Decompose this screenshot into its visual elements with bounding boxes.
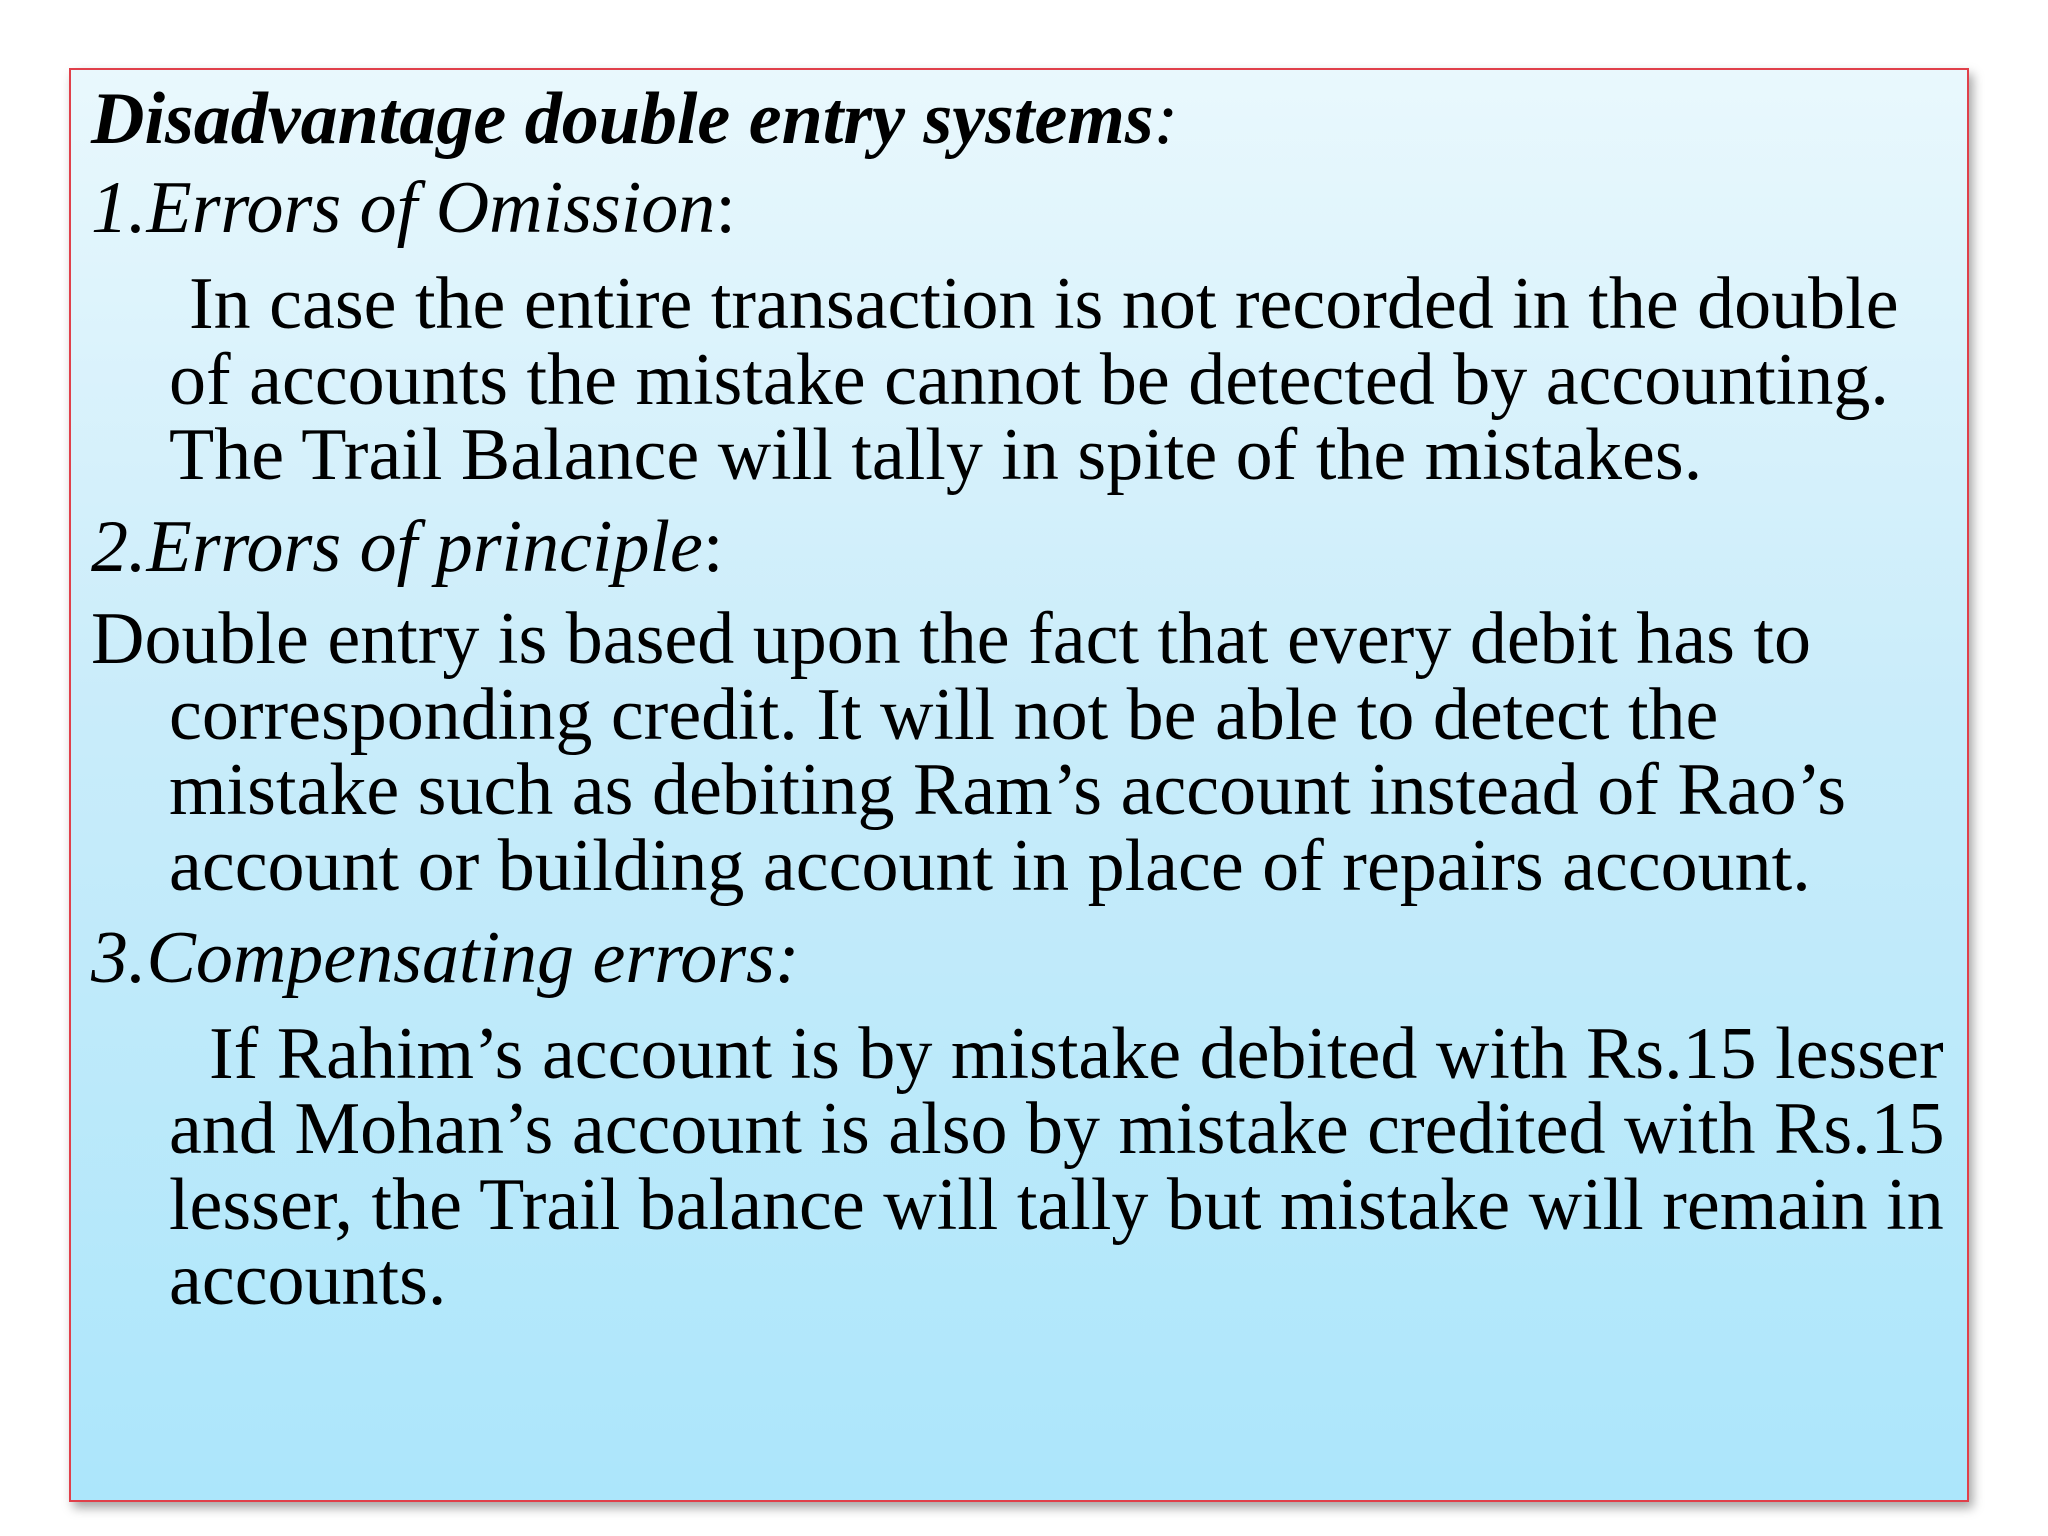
item1-title: 1.Errors of Omission (91, 167, 716, 250)
slide-text-body (91, 74, 1953, 1329)
item1-paragraph: In case the entire transaction is not recorded in the double of accounts the mistake cannot be detected by accounting. The Trail Balance will tally in spite of the mistakes. (169, 263, 1899, 496)
item2-title-line (91, 503, 1953, 592)
item2-paragraph: Double entry is based upon the fact that every debit has to corresponding credit. It will not be able to detect the mistake such as debiting Ram’s account instead of Rao’s account or building account in place of repairs account. (91, 598, 1846, 907)
heading-colon: : (1153, 78, 1179, 160)
slide-content-box (69, 68, 1969, 1502)
heading-title: Disadvantage double entry systems (91, 78, 1154, 160)
item1-title-line (91, 164, 1953, 253)
item1-colon: : (715, 167, 736, 250)
slide-heading (91, 74, 1953, 164)
item3-title: 3.Compensating errors: (91, 917, 800, 1000)
item2-title: 2.Errors of principle (91, 506, 703, 589)
item3-paragraph: If Rahim’s account is by mistake debited with Rs.15 lesser and Mohan’s account is also by mistake credited with Rs.15 lesser, the Trail balance will tally but mistake will remain in accounts. (169, 1012, 1945, 1322)
item2-colon: : (702, 506, 724, 589)
